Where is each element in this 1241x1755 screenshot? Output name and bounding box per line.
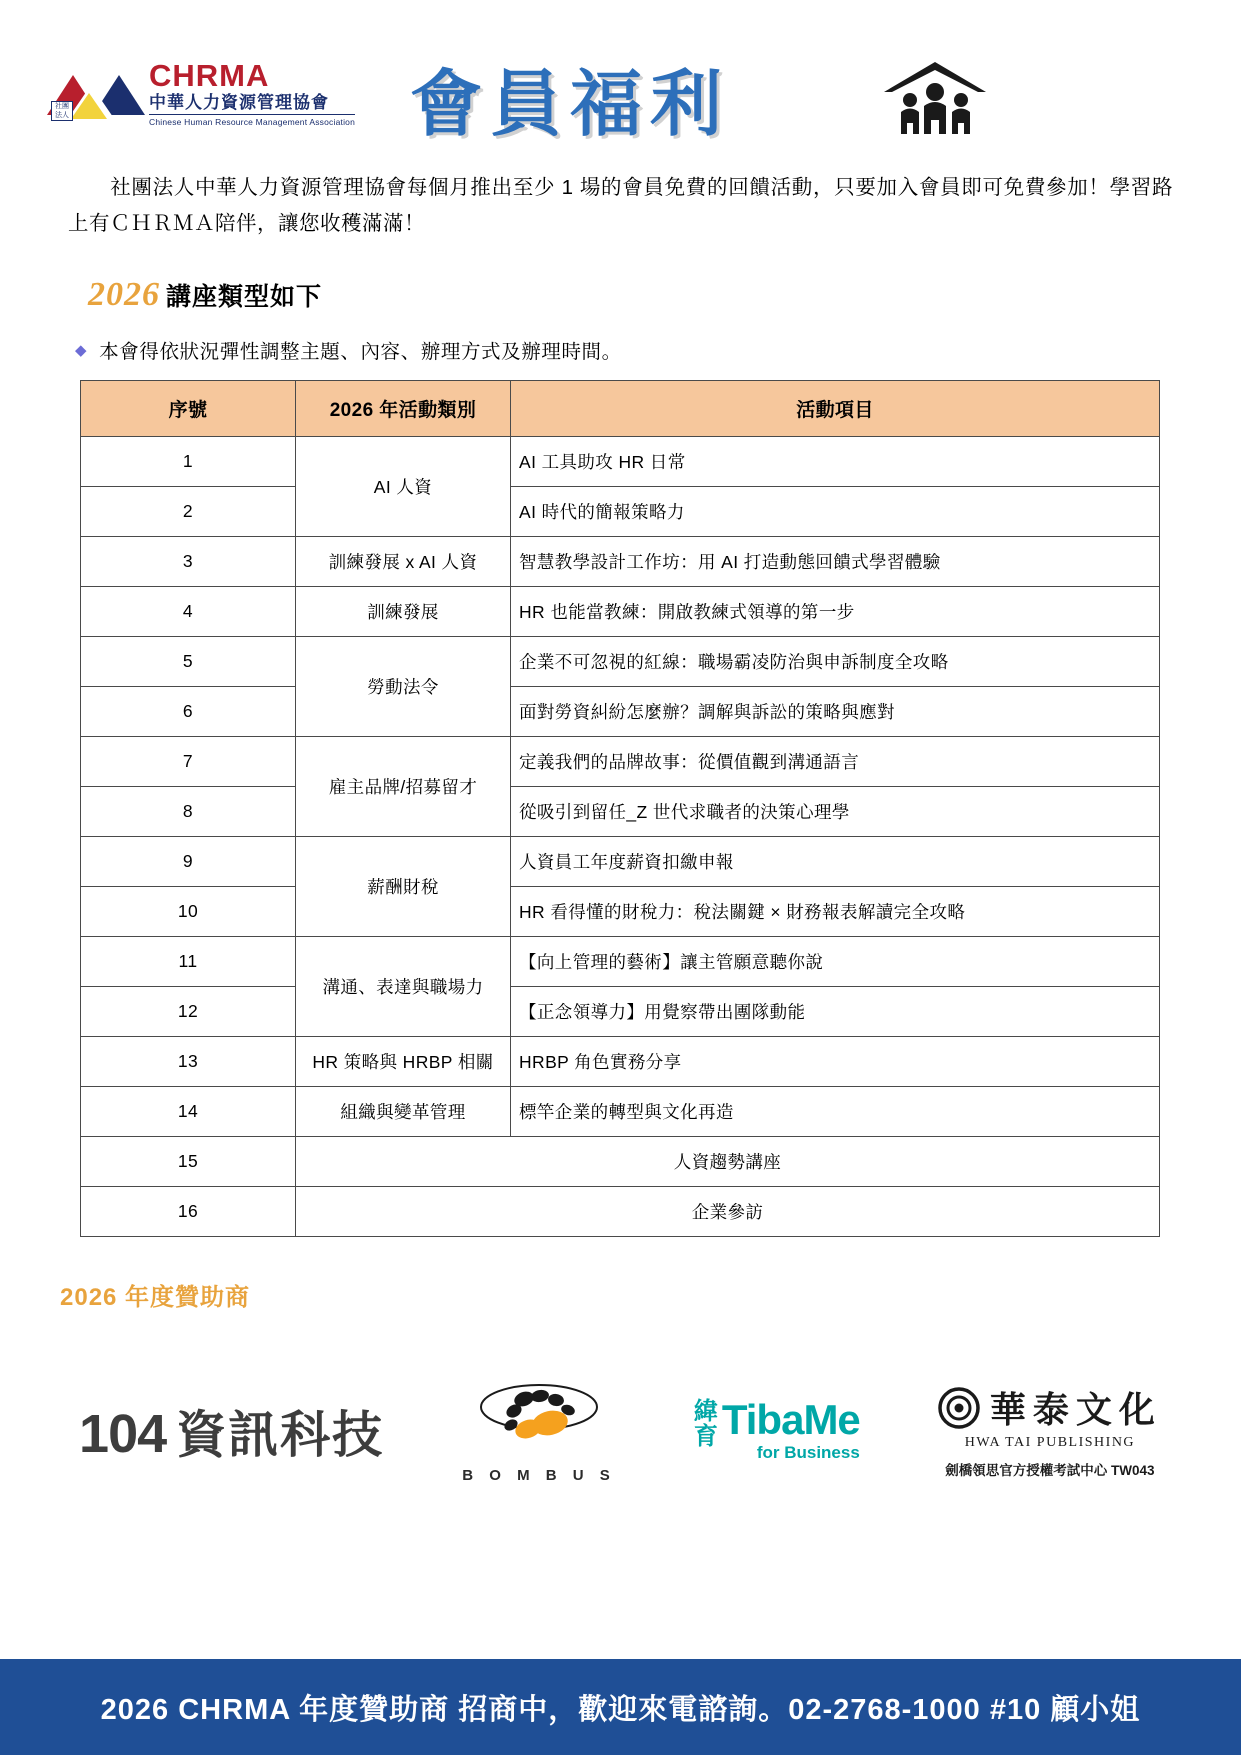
table-cell-no: 16 [81, 1186, 296, 1236]
table-body [81, 436, 1160, 1236]
section-note [75, 336, 1241, 364]
footer-bar [0, 1659, 1241, 1755]
sponsor-hwatai-name: 華泰文化 [989, 1390, 1162, 1431]
sponsor-bombus-label: B O M B U S [462, 1467, 616, 1485]
table-cell-no: 7 [81, 736, 296, 786]
table-cell-item: 智慧教學設計工作坊：用 AI 打造動態回饋式學習體驗 [511, 536, 1160, 586]
table-cell-item: 面對勞資糾紛怎麼辦？調解與訴訟的策略與應對 [511, 686, 1160, 736]
table-cell-no: 2 [81, 486, 296, 536]
table-cell-item: 企業參訪 [296, 1186, 1160, 1236]
table-row [81, 436, 1160, 486]
table-row [81, 936, 1160, 986]
table-cell-category: 溝通、表達與職場力 [296, 936, 511, 1036]
sponsor-tibame-cn [694, 1399, 722, 1449]
th-no: 序號 [81, 380, 296, 436]
sponsor-tibame-cn2: 育 [693, 1422, 718, 1450]
diamond-bullet-icon: ◆ [75, 341, 88, 359]
page-header [0, 0, 1241, 150]
logo-brand: CHRMA [149, 58, 270, 93]
sponsor-tibame [693, 1395, 860, 1463]
section-heading [88, 276, 1241, 314]
footer-text: 2026 CHRMA 年度贊助商 招商中，歡迎來電諮詢。02-2768-1000 #10 顧小姐 [100, 1693, 1141, 1726]
table-cell-category: 雇主品牌/招募留才 [296, 736, 511, 836]
sponsor-tibame-sub: for Business [756, 1442, 860, 1462]
section-note-text: 本會得依狀況彈性調整主題、內容、辦理方式及辦理時間。 [99, 340, 622, 363]
table-cell-item: 定義我們的品牌故事：從價值觀到溝通語言 [511, 736, 1160, 786]
sponsor-logos [0, 1356, 1241, 1506]
table-row [81, 986, 1160, 1036]
table-cell-no: 15 [81, 1136, 296, 1186]
table-cell-no: 10 [81, 886, 296, 936]
bombus-bee-icon [464, 1377, 614, 1457]
hwatai-circle-icon [938, 1387, 980, 1429]
intro-text: 社團法人中華人力資源管理協會每個月推出至少 1 場的會員免費的回饋活動，只要加入會員即可免費參加！學習路上有ＣＨＲＭＡ陪伴，讓您收穫滿滿！ [68, 176, 1173, 235]
sponsor-104-logo [79, 1395, 384, 1467]
table-row [81, 786, 1160, 836]
table-cell-no: 14 [81, 1086, 296, 1136]
sponsor-104-number: 104 [79, 1403, 167, 1464]
table-cell-item: 標竿企業的轉型與文化再造 [511, 1086, 1160, 1136]
table-cell-no: 13 [81, 1036, 296, 1086]
table-row [81, 1036, 1160, 1086]
table-cell-item: HRBP 角色實務分享 [511, 1036, 1160, 1086]
sponsor-hwatai [938, 1382, 1162, 1479]
logo-chinese-name: 中華人力資源管理協會 [149, 93, 329, 112]
table-row [81, 636, 1160, 686]
sponsor-tibame-cn1: 緯 [693, 1397, 718, 1425]
section-year: 2026 [88, 275, 160, 313]
table-row [81, 486, 1160, 536]
sponsor-bombus [462, 1377, 616, 1484]
table-row [81, 586, 1160, 636]
sponsor-hwatai-en: HWA TAI PUBLISHING [964, 1435, 1136, 1451]
sponsor-tibame-en-block [721, 1395, 860, 1463]
table-cell-item: 【向上管理的藝術】讓主管願意聽你說 [511, 936, 1160, 986]
table-cell-item: 【正念領導力】用覺察帶出團隊動能 [511, 986, 1160, 1036]
table-cell-item: 人資員工年度薪資扣繳申報 [511, 836, 1160, 886]
table-cell-no: 4 [81, 586, 296, 636]
table-cell-no: 12 [81, 986, 296, 1036]
table-row [81, 686, 1160, 736]
sponsor-hwatai-row [938, 1382, 1162, 1433]
table-cell-category: AI 人資 [296, 436, 511, 536]
section-heading-text: 講座類型如下 [166, 282, 323, 311]
table-cell-item: 企業不可忽視的紅線：職場霸凌防治與申訴制度全攻略 [511, 636, 1160, 686]
table-cell-item: AI 時代的簡報策略力 [511, 486, 1160, 536]
table-cell-no: 5 [81, 636, 296, 686]
table-cell-item: 從吸引到留任_Z 世代求職者的決策心理學 [511, 786, 1160, 836]
table-cell-no: 8 [81, 786, 296, 836]
th-item: 活動項目 [511, 380, 1160, 436]
chrma-logo-mark [45, 67, 145, 123]
sponsor-tibame-logo [693, 1395, 860, 1463]
table-header-row [81, 380, 1160, 436]
table-row [81, 1136, 1160, 1186]
sponsor-hwatai-note: 劍橋領思官方授權考試中心 TW043 [945, 1463, 1155, 1479]
sponsor-tibame-en: TibaMe [721, 1395, 860, 1443]
table-cell-category: 訓練發展 [296, 586, 511, 636]
sponsor-104 [79, 1395, 384, 1467]
table-cell-category: HR 策略與 HRBP 相關 [296, 1036, 511, 1086]
chrma-logo [45, 60, 355, 130]
table-cell-no: 1 [81, 436, 296, 486]
chrma-logo-text [149, 60, 355, 130]
page-title: 會員福利 [410, 62, 731, 146]
table-row [81, 1086, 1160, 1136]
intro-paragraph [68, 170, 1173, 242]
table-cell-no: 6 [81, 686, 296, 736]
th-category: 2026 年活動類別 [296, 380, 511, 436]
table-row [81, 536, 1160, 586]
sponsor-104-name: 資訊科技 [176, 1406, 385, 1463]
logo-triangle-yellow [71, 93, 107, 119]
logo-english-name: Chinese Human Resource Management Association [149, 114, 355, 127]
sponsor-heading: 2026 年度贊助商 [60, 1283, 251, 1311]
table-cell-item: 人資趨勢講座 [296, 1136, 1160, 1186]
table-cell-no: 11 [81, 936, 296, 986]
table-cell-category: 勞動法令 [296, 636, 511, 736]
table-row [81, 836, 1160, 886]
table-cell-no: 3 [81, 536, 296, 586]
family-group-icon [880, 58, 990, 138]
table-row [81, 886, 1160, 936]
table-cell-item: HR 看得懂的財稅力：稅法關鍵 × 財務報表解讀完全攻略 [511, 886, 1160, 936]
logo-badge: 社團法人 [51, 101, 73, 121]
table-cell-category: 組織與變革管理 [296, 1086, 511, 1136]
table-row [81, 1186, 1160, 1236]
table-cell-category: 薪酬財稅 [296, 836, 511, 936]
table-cell-no: 9 [81, 836, 296, 886]
table-row [81, 736, 1160, 786]
table-cell-item: HR 也能當教練：開啟教練式領導的第一步 [511, 586, 1160, 636]
activity-table [80, 380, 1160, 1237]
table-cell-category: 訓練發展 x AI 人資 [296, 536, 511, 586]
table-cell-item: AI 工具助攻 HR 日常 [511, 436, 1160, 486]
